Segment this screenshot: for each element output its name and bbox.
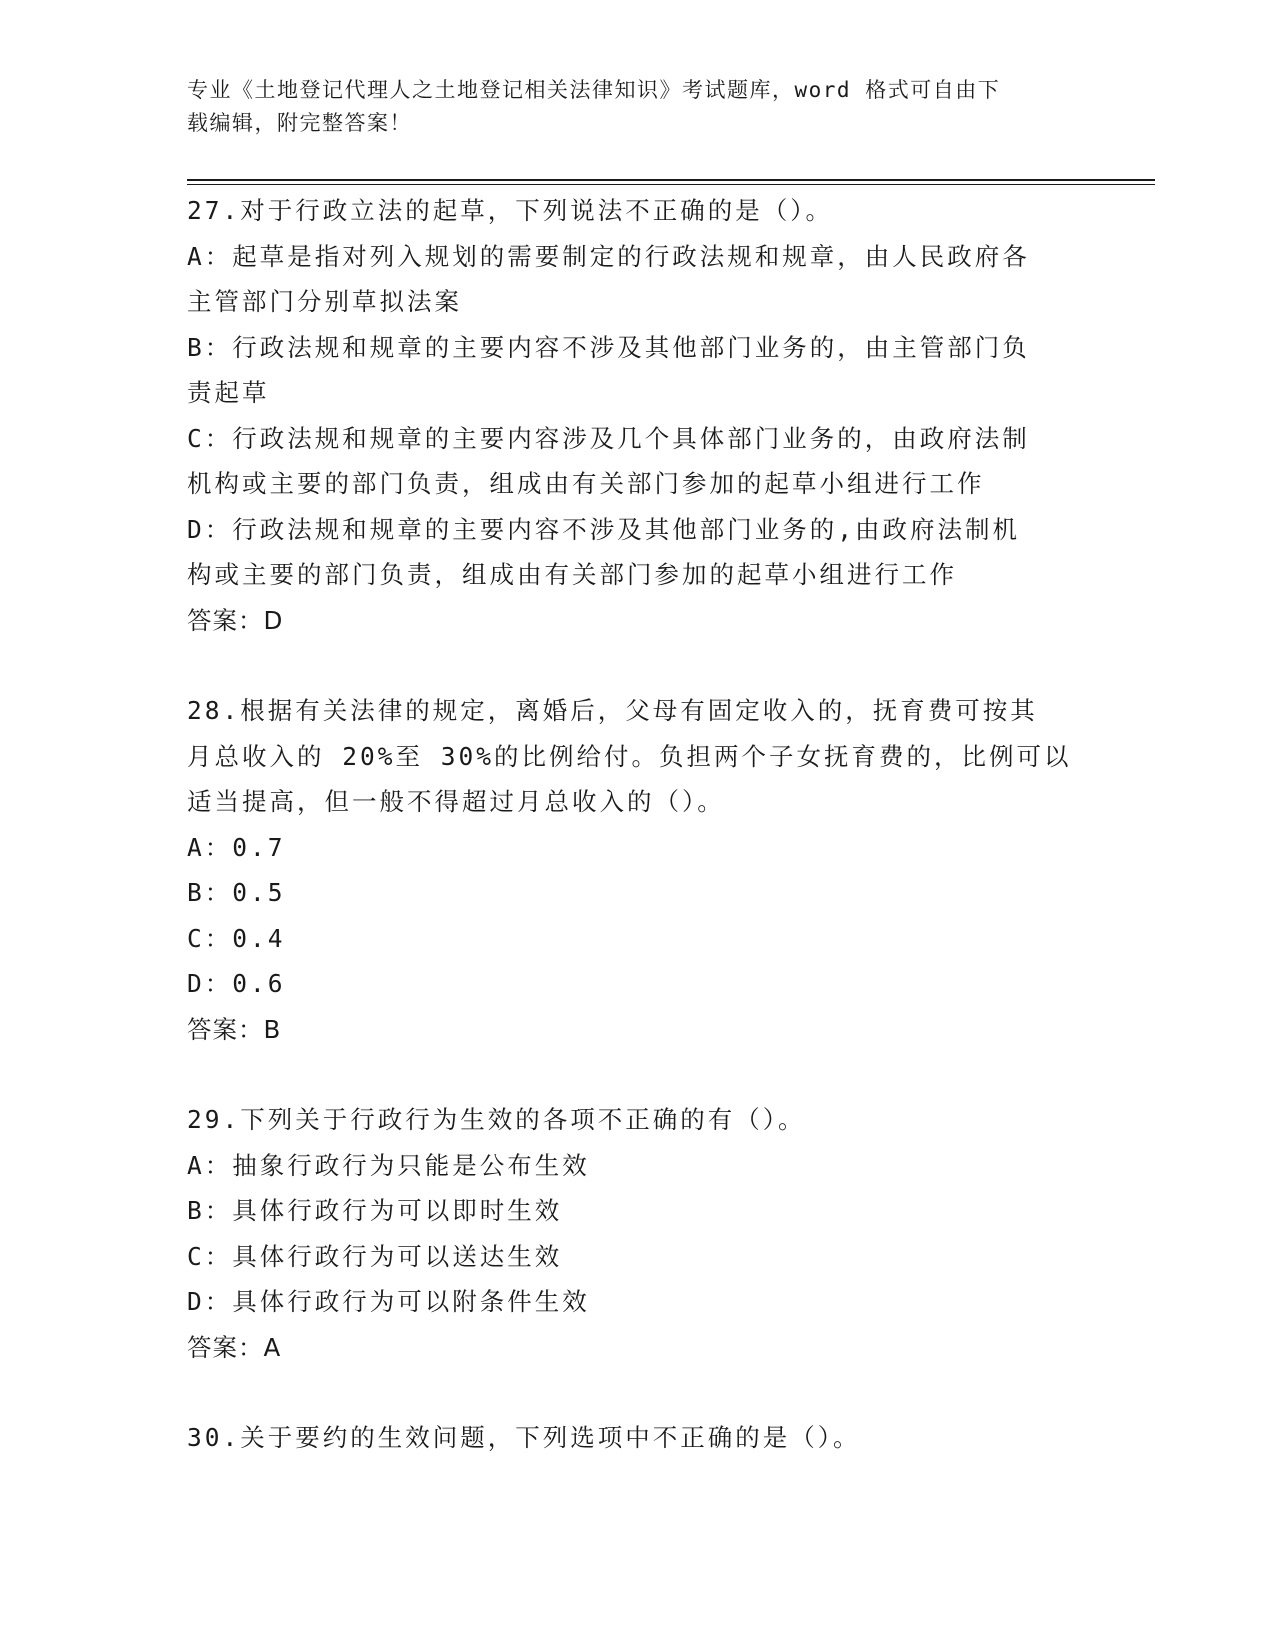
question-stem-line-3: 适当提高，但一般不得超过月总收入的（）。 bbox=[187, 787, 725, 816]
header-line-1: 专业《土地登记代理人之土地登记相关法律知识》考试题库，word 格式可自由下 bbox=[187, 78, 1001, 102]
question-30 bbox=[187, 1415, 1077, 1461]
option-a: A：抽象行政行为只能是公布生效 bbox=[187, 1150, 590, 1180]
option-a: A：0.7 bbox=[187, 832, 286, 862]
option-a: A：起草是指对列入规划的需要制定的行政法规和规章，由人民政府各 主管部门分别草拟法案 bbox=[187, 241, 1030, 316]
option-b: B：行政法规和规章的主要内容不涉及其他部门业务的，由主管部门负 责起草 bbox=[187, 332, 1030, 407]
question-27 bbox=[187, 188, 1077, 643]
question-stem: 30.关于要约的生效问题，下列选项中不正确的是（）。 bbox=[187, 1423, 861, 1452]
answer: 答案：B bbox=[187, 1014, 282, 1044]
option-c: C：具体行政行为可以送达生效 bbox=[187, 1241, 563, 1271]
answer: 答案：D bbox=[187, 605, 284, 635]
option-d: D：具体行政行为可以附条件生效 bbox=[187, 1287, 590, 1316]
question-list bbox=[187, 188, 1077, 1461]
question-28 bbox=[187, 688, 1077, 1052]
document-header bbox=[187, 74, 1087, 140]
question-stem: 27.对于行政立法的起草，下列说法不正确的是（）。 bbox=[187, 196, 833, 225]
question-29 bbox=[187, 1097, 1077, 1370]
option-d: D：0.6 bbox=[187, 969, 286, 998]
question-stem-line-1: 28.根据有关法律的规定，离婚后，父母有固定收入的，抚育费可按其 bbox=[187, 696, 1038, 725]
option-d: D：行政法规和规章的主要内容不涉及其他部门业务的,由政府法制机 构或主要的部门负责，组成由有关部门参加的起草小组进行工作 bbox=[187, 514, 1020, 589]
question-stem: 29.下列关于行政行为生效的各项不正确的有（）。 bbox=[187, 1105, 806, 1134]
header-line-2: 载编辑，附完整答案！ bbox=[187, 111, 412, 135]
question-stem-line-2: 月总收入的 20%至 30%的比例给付。负担两个子女抚育费的，比例可以 bbox=[187, 741, 1072, 771]
answer: 答案：A bbox=[187, 1332, 282, 1362]
option-c: C：行政法规和规章的主要内容涉及几个具体部门业务的，由政府法制 机构或主要的部门负责，组成由有关部门参加的起草小组进行工作 bbox=[187, 423, 1030, 498]
header-divider-thick bbox=[187, 179, 1155, 181]
header-divider-thin bbox=[187, 184, 1155, 185]
option-c: C：0.4 bbox=[187, 923, 286, 953]
option-b: B：0.5 bbox=[187, 878, 286, 907]
option-b: B：具体行政行为可以即时生效 bbox=[187, 1196, 563, 1225]
